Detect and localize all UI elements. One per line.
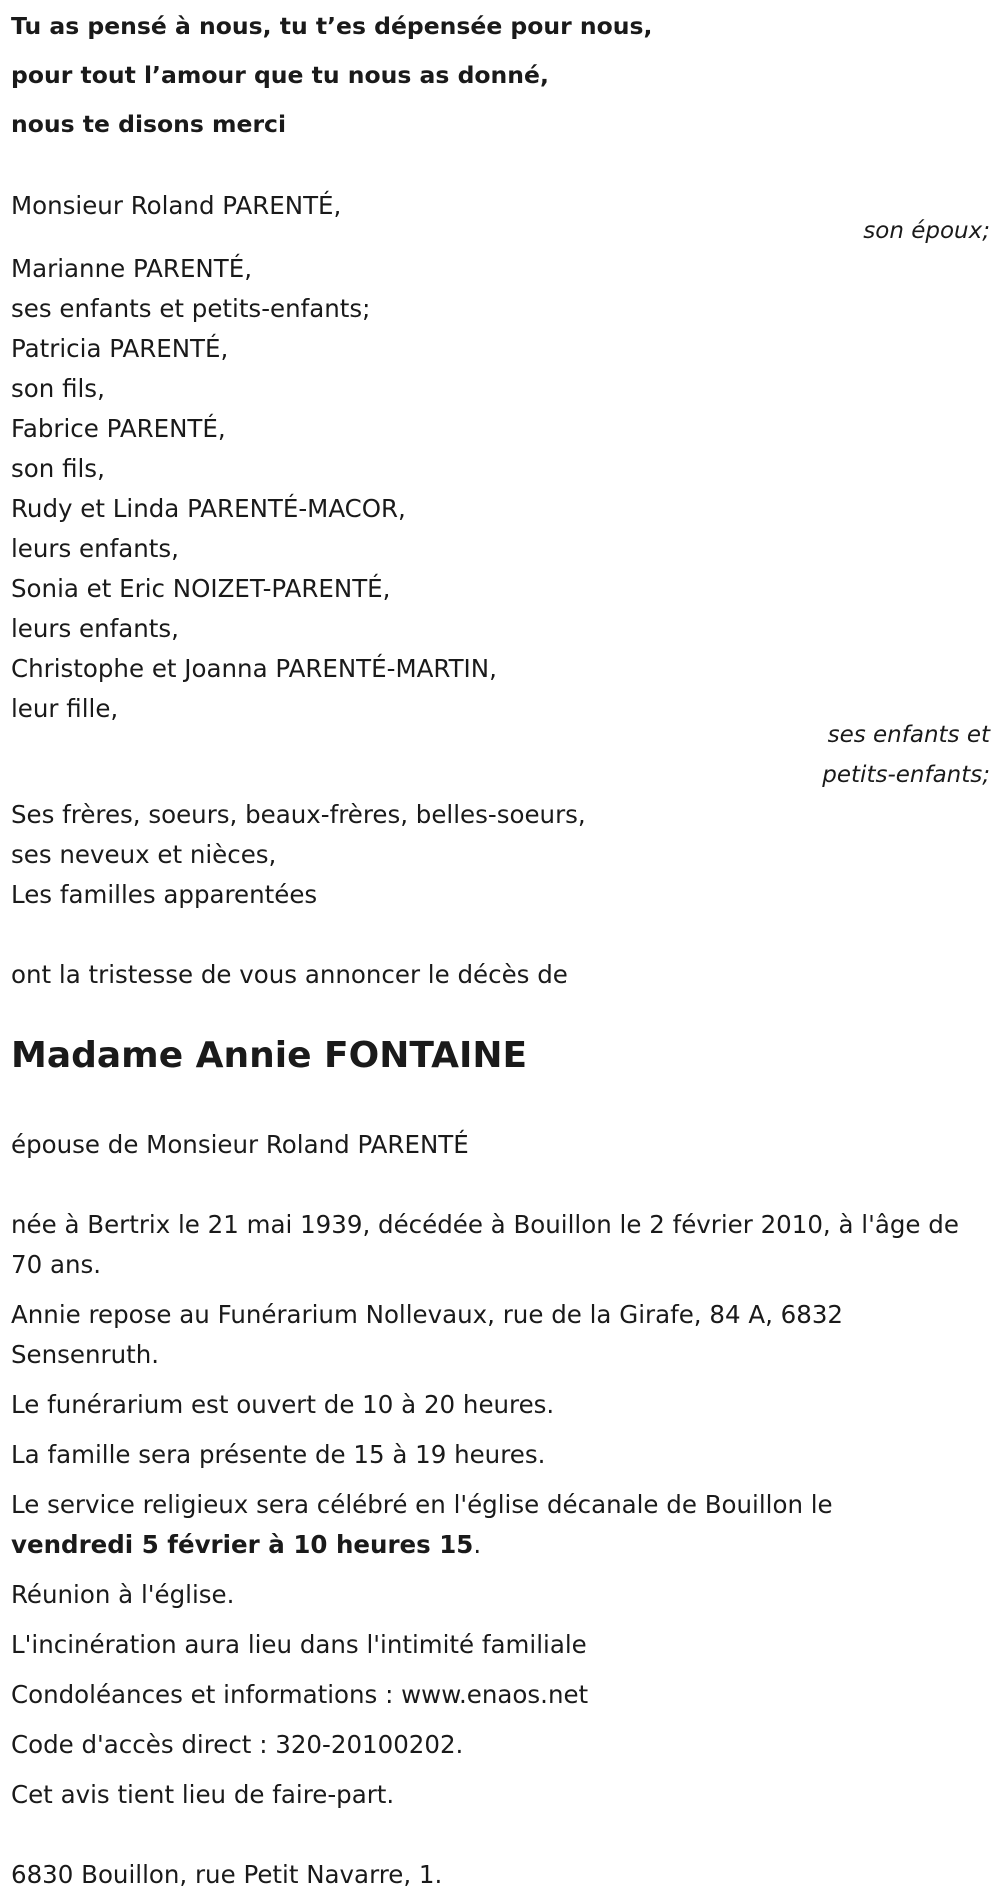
family-line: Patricia PARENTÉ, [11, 334, 229, 363]
family-line: Rudy et Linda PARENTÉ-MACOR, [11, 494, 406, 523]
siblings-line: Les familles apparentées [11, 880, 318, 909]
family-line: Fabrice PARENTÉ, [11, 414, 226, 443]
notice-text: Cet avis tient lieu de faire-part. [11, 1780, 395, 1809]
condolences-info: Condoléances et informations : www.enaos.net [11, 1680, 589, 1709]
family-line: son fils, [11, 374, 105, 403]
service-date: vendredi 5 février à 10 heures 15 [11, 1530, 474, 1559]
address: 6830 Bouillon, rue Petit Navarre, 1. [11, 1860, 443, 1889]
spouse-of: épouse de Monsieur Roland PARENTÉ [11, 1130, 469, 1159]
epigraph-line-1: Tu as pensé à nous, tu t’es dépensée pour nous, [11, 12, 653, 40]
funerarium-hours: Le funérarium est ouvert de 10 à 20 heures. [11, 1390, 555, 1419]
service-prefix: Le service religieux sera célébré en l'église décanale de Bouillon le [11, 1490, 833, 1519]
incineration-info: L'incinération aura lieu dans l'intimité familiale [11, 1630, 587, 1659]
spouse-relation: son époux; [863, 218, 990, 244]
children-relation-line-1: ses enfants et [827, 722, 990, 748]
access-code: Code d'accès direct : 320-20100202. [11, 1730, 464, 1759]
children-relation-line-2: petits-enfants; [822, 762, 990, 788]
family-line: son fils, [11, 454, 105, 483]
funerarium-location: Annie repose au Funérarium Nollevaux, rue de la Girafe, 84 A, 6832 Sensenruth. [11, 1300, 844, 1369]
family-line: leurs enfants, [11, 614, 179, 643]
spouse-name: Monsieur Roland PARENTÉ, [11, 191, 342, 220]
family-presence: La famille sera présente de 15 à 19 heures. [11, 1440, 546, 1469]
family-line: ses enfants et petits-enfants; [11, 294, 371, 323]
family-line: leurs enfants, [11, 534, 179, 563]
family-line: Christophe et Joanna PARENTÉ-MARTIN, [11, 654, 497, 683]
announcement-text: ont la tristesse de vous annoncer le décès de [11, 960, 568, 989]
epigraph-line-2: pour tout l’amour que tu nous as donné, [11, 61, 549, 89]
church-meeting: Réunion à l'église. [11, 1580, 235, 1609]
deceased-name: Madame Annie FONTAINE [11, 1035, 528, 1076]
siblings-line: ses neveux et nièces, [11, 840, 277, 869]
service-suffix: . [473, 1530, 482, 1559]
family-line: Marianne PARENTÉ, [11, 254, 252, 283]
religious-service [11, 1485, 986, 1565]
family-line: Sonia et Eric NOIZET-PARENTÉ, [11, 574, 391, 603]
birth-death-info: née à Bertrix le 21 mai 1939, décédée à Bouillon le 2 février 2010, à l'âge de 70 ans. [11, 1210, 959, 1279]
siblings-line: Ses frères, soeurs, beaux-frères, belles-soeurs, [11, 800, 586, 829]
family-line: leur fille, [11, 694, 119, 723]
epigraph-line-3: nous te disons merci [11, 110, 287, 138]
